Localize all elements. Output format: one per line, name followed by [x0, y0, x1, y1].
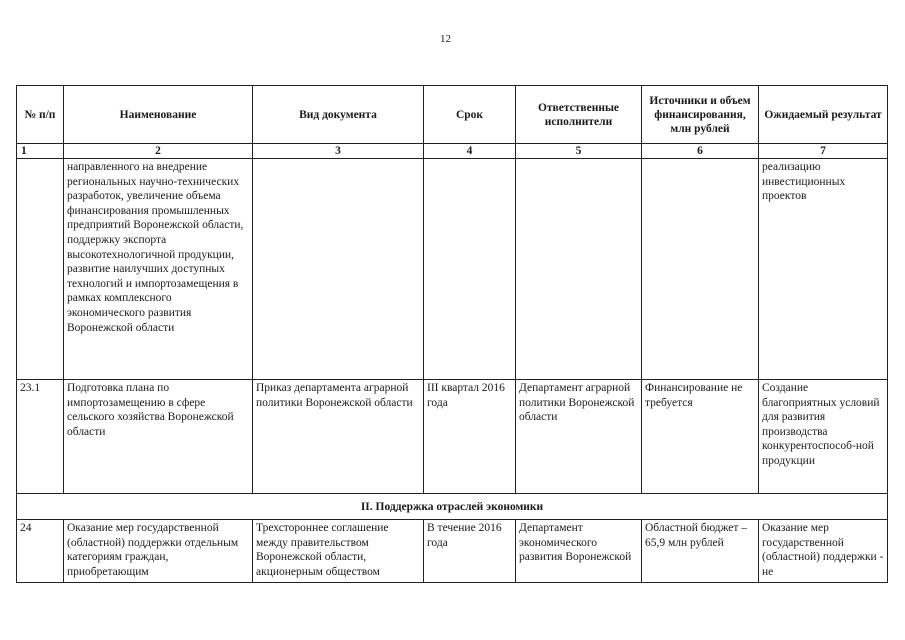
column-number-row — [17, 144, 888, 159]
row-executors — [516, 159, 642, 380]
column-number: 6 — [642, 144, 759, 159]
row-doc-type: Приказ департамента аграрной политики Воронежской области — [253, 380, 424, 494]
column-number: 2 — [64, 144, 253, 159]
row-executors: Департамент аграрной политики Воронежской области — [516, 380, 642, 494]
row-result: Оказание мер государственной (областной) поддержки - не — [759, 520, 888, 583]
plan-table — [16, 85, 888, 583]
row-term: В течение 2016 года — [424, 520, 516, 583]
header-funding: Источники и объем финансирования, млн рублей — [642, 86, 759, 144]
header-doc-type: Вид документа — [253, 86, 424, 144]
row-doc-type — [253, 159, 424, 380]
column-number: 4 — [424, 144, 516, 159]
row-number — [17, 159, 64, 380]
row-number: 24 — [17, 520, 64, 583]
header-name: Наименование — [64, 86, 253, 144]
row-term — [424, 159, 516, 380]
column-number: 1 — [17, 144, 64, 159]
section-heading-row — [17, 494, 888, 520]
table-row — [17, 380, 888, 494]
column-number: 3 — [253, 144, 424, 159]
table-header-row — [17, 86, 888, 144]
section-title: II. Поддержка отраслей экономики — [17, 494, 888, 520]
row-funding: Областной бюджет – 65,9 млн рублей — [642, 520, 759, 583]
row-funding — [642, 159, 759, 380]
row-result: Создание благоприятных условий для развития производства конкурентоспособ-ной продукции — [759, 380, 888, 494]
row-executors: Департамент экономического развития Воронежской — [516, 520, 642, 583]
column-number: 7 — [759, 144, 888, 159]
table-row — [17, 159, 888, 380]
row-name: Подготовка плана по импортозамещению в сфере сельского хозяйства Воронежской области — [64, 380, 253, 494]
column-number: 5 — [516, 144, 642, 159]
row-number: 23.1 — [17, 380, 64, 494]
header-executors: Ответственные исполнители — [516, 86, 642, 144]
page-number: 12 — [440, 33, 451, 45]
row-name: Оказание мер государственной (областной) поддержки отдельным категориям граждан, приобретающим — [64, 520, 253, 583]
row-term: III квартал 2016 года — [424, 380, 516, 494]
header-term: Срок — [424, 86, 516, 144]
row-name: направленного на внедрение региональных научно-технических разработок, увеличение объема финансирования промышленных предприятий Воронежской области, поддержку экспорта высокотехнологичной продукции, развитие наилучших доступных технологий и импортозамещения в рамках комплексного экономического развития Воронежской области — [64, 159, 253, 380]
row-result: реализацию инвестиционных проектов — [759, 159, 888, 380]
row-funding: Финансирование не требуется — [642, 380, 759, 494]
header-number: № п/п — [17, 86, 64, 144]
row-doc-type: Трехстороннее соглашение между правительством Воронежской области, акционерным обществом — [253, 520, 424, 583]
table-row — [17, 520, 888, 583]
header-result: Ожидаемый результат — [759, 86, 888, 144]
